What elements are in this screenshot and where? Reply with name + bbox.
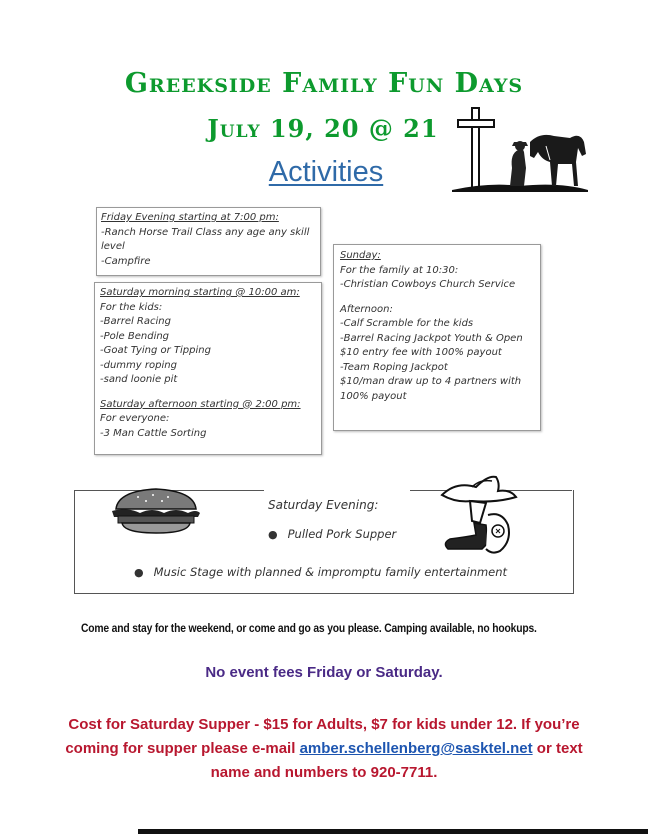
saturday-afternoon-line: For everyone: — [100, 413, 170, 424]
sunday-line: For the family at 10:30: — [340, 264, 459, 276]
saturday-afternoon-line: -3 Man Cattle Sorting — [100, 427, 207, 439]
sunday-afternoon-heading: Afternoon: — [340, 303, 393, 315]
saturday-morning-line: -Barrel Racing — [100, 316, 171, 327]
camping-note: Come and stay for the weekend, or come and go as you please. Camping available, no hookups. — [81, 621, 537, 635]
cost-text: or text — [532, 740, 583, 757]
friday-line: -Ranch Horse Trail Class any age any skill — [101, 226, 310, 238]
activities-heading: Activities — [268, 156, 384, 188]
saturday-evening-item — [268, 527, 396, 541]
saturday-morning-heading: Saturday morning starting @ 10:00 am: — [100, 287, 300, 298]
sunday-afternoon-line: $10 entry fee with 100% payout — [340, 347, 502, 358]
saturday-morning-line: -sand loonie pit — [100, 374, 178, 385]
saturday-afternoon-heading: Saturday afternoon starting @ 2:00 pm: — [100, 398, 301, 410]
music-label: Music Stage with planned & impromptu family entertainment — [153, 565, 508, 579]
no-fees-note: No event fees Friday or Saturday. — [205, 664, 443, 681]
friday-heading: Friday Evening starting at 7:00 pm: — [101, 212, 279, 223]
friday-box — [96, 207, 321, 276]
friday-line: level — [101, 241, 125, 252]
saturday-box — [94, 282, 322, 455]
cross-horse-icon — [450, 102, 590, 194]
email-link[interactable]: amber.schellenberg@sasktel.net — [299, 740, 533, 757]
bullet-icon: ● — [134, 566, 144, 579]
sunday-line: -Christian Cowboys Church Service — [340, 279, 516, 290]
event-dates: July 19, 20 @ 21 — [207, 114, 439, 143]
sunday-box — [333, 244, 541, 431]
friday-line: -Campfire — [101, 255, 151, 267]
supper-label: Pulled Pork Supper — [287, 527, 397, 541]
cost-line — [28, 737, 620, 761]
cowboy-boot-icon — [436, 471, 526, 561]
saturday-morning-line: -dummy roping — [100, 359, 177, 371]
sunday-afternoon-line: -Team Roping Jackpot — [340, 361, 448, 373]
bullet-icon: ● — [268, 528, 278, 541]
cost-info — [28, 713, 620, 785]
saturday-evening-title: Saturday Evening: — [268, 498, 379, 512]
saturday-morning-line: For the kids: — [100, 301, 163, 313]
sunday-afternoon-line: 100% payout — [340, 390, 407, 402]
saturday-evening-item — [134, 565, 507, 579]
bottom-edge — [138, 829, 648, 834]
cost-line: name and numbers to 920-7711. — [210, 764, 438, 781]
burger-icon — [108, 487, 204, 535]
saturday-morning-line: -Pole Bending — [100, 330, 170, 342]
sunday-afternoon-line: $10/man draw up to 4 partners with — [340, 376, 522, 387]
sunday-heading: Sunday: — [340, 250, 381, 261]
sunday-afternoon-line: -Barrel Racing Jackpot Youth & Open — [340, 332, 523, 344]
sunday-afternoon-line: -Calf Scramble for the kids — [340, 318, 474, 329]
event-title: Greekside Family Fun Days — [124, 68, 524, 99]
cost-line: Cost for Saturday Supper - $15 for Adults, $7 for kids under 12. If you’re — [68, 716, 580, 733]
cost-text: coming for supper please e-mail — [65, 740, 300, 757]
saturday-morning-line: -Goat Tying or Tipping — [100, 345, 211, 356]
